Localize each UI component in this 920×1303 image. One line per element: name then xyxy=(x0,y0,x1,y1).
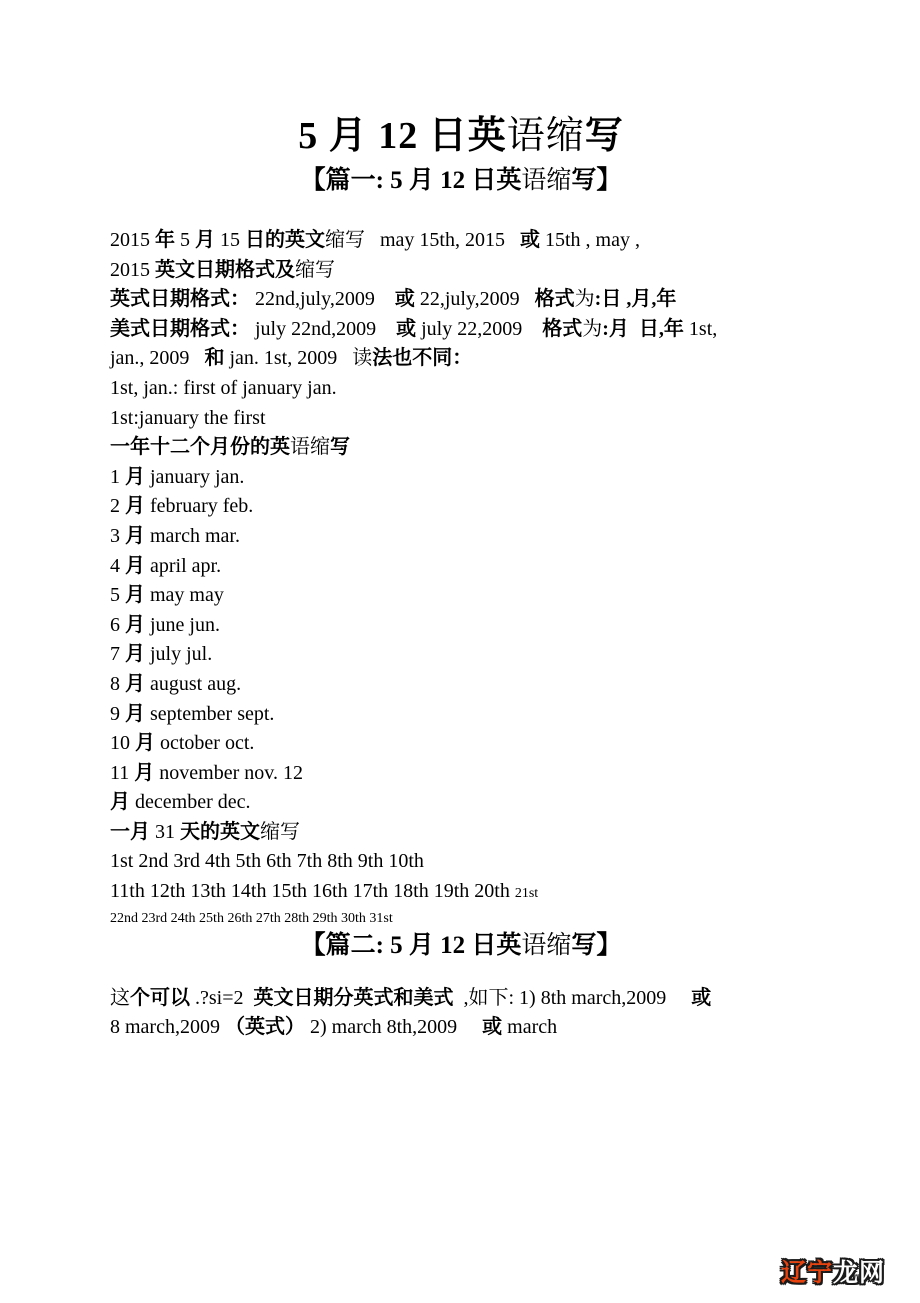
text-line xyxy=(110,256,812,286)
text-segment: 6 xyxy=(110,613,125,636)
text-segment: 月 xyxy=(125,702,145,725)
text-segment: 4 xyxy=(110,554,125,577)
text-segment: 法也不同： xyxy=(372,347,473,370)
text-segment: 月 xyxy=(110,791,130,814)
text-segment: 9 xyxy=(110,702,125,725)
text-segment: jan., 2009 xyxy=(110,347,205,370)
watermark xyxy=(781,1260,885,1286)
text-segment: 【篇一: 5 月 12 日英 xyxy=(300,167,522,194)
text-segment: february feb. xyxy=(145,495,254,518)
text-segment: 为 xyxy=(582,317,603,340)
text-segment: 或 xyxy=(520,229,540,251)
text-segment: july 22nd,2009 xyxy=(255,317,397,340)
text-segment: 3 xyxy=(110,524,125,547)
text-segment: 或 xyxy=(394,288,415,311)
text-segment: 2015 xyxy=(110,229,155,251)
text-segment: 天的英文 xyxy=(180,820,260,843)
text-segment: 月 xyxy=(134,761,155,784)
text-segment: 月 xyxy=(135,732,155,755)
day-ordinals-line xyxy=(110,909,812,929)
text-segment: 2 xyxy=(110,495,125,518)
month-list-item xyxy=(110,463,812,493)
watermark-white-text: 龙网 xyxy=(832,1259,885,1287)
text-segment: 美式日期格式： xyxy=(110,317,255,340)
text-segment: 或 xyxy=(396,317,417,340)
text-segment: 5 月 12 日英 xyxy=(298,115,507,157)
text-segment: :月 日,年 xyxy=(602,317,684,340)
text-segment: 8 march,2009 xyxy=(110,1016,225,1039)
text-segment: 月 xyxy=(125,584,145,607)
text-segment: 英式日期格式： xyxy=(110,288,255,311)
text-segment: october oct. xyxy=(155,732,255,755)
text-segment: 日的英文 xyxy=(245,229,325,251)
month-list-item xyxy=(110,788,812,818)
text-segment: june jun. xyxy=(145,613,220,636)
text-segment: 7 xyxy=(110,643,125,666)
text-line xyxy=(110,374,812,404)
text-segment: 年 xyxy=(155,229,175,251)
month-list-item xyxy=(110,729,812,759)
text-segment: 月 xyxy=(125,672,145,695)
text-segment: march mar. xyxy=(145,524,240,547)
text-segment: 一年十二个月份的英 xyxy=(110,436,290,459)
text-segment: 8 xyxy=(110,672,125,695)
text-segment: july jul. xyxy=(145,643,213,666)
text-segment: 22nd,july,2009 xyxy=(255,288,395,311)
text-segment: 1 xyxy=(110,465,125,488)
text-segment: :日 ,月,年 xyxy=(594,288,677,311)
text-segment: 1st 2nd 3rd 4th 5th 6th 7th 8th 9th 10th xyxy=(110,850,424,873)
text-segment: may 15th, 2015 xyxy=(365,229,520,251)
text-segment: 读 xyxy=(352,347,373,370)
month-list-item xyxy=(110,581,812,611)
text-segment: 语缩 xyxy=(521,167,572,194)
text-line xyxy=(110,315,812,345)
text-segment: 1st:january the first xyxy=(110,406,266,429)
text-segment: 和 xyxy=(204,347,225,370)
text-segment: 31 xyxy=(150,820,180,843)
days-heading-line xyxy=(110,818,812,848)
text-segment: 或 xyxy=(691,986,712,1009)
text-segment: jan. 1st, 2009 xyxy=(224,347,353,370)
page-title xyxy=(110,112,812,160)
text-segment: 格式 xyxy=(542,317,583,340)
text-segment: 2) march 8th,2009 xyxy=(304,1016,483,1039)
month-list-item xyxy=(110,522,812,552)
text-segment: 月 xyxy=(195,229,215,251)
text-segment: 这 xyxy=(110,986,130,1009)
text-segment: 月 xyxy=(125,524,145,547)
text-segment: 语缩 xyxy=(506,115,585,157)
text-line xyxy=(110,404,812,434)
text-segment: ,如下: 1) 8th march,2009 xyxy=(453,986,692,1009)
text-segment: august aug. xyxy=(145,672,242,695)
text-segment: march xyxy=(502,1016,558,1039)
month-list-item xyxy=(110,670,812,700)
text-segment: 月 xyxy=(125,613,145,636)
text-segment: 2015 xyxy=(110,258,155,281)
text-segment: april apr. xyxy=(145,554,222,577)
text-segment: .?si=2 xyxy=(190,986,254,1009)
text-segment: 为 xyxy=(574,288,595,311)
text-segment: 11 xyxy=(110,761,135,784)
text-segment: december dec. xyxy=(130,791,251,814)
text-segment: 语缩 xyxy=(290,436,330,459)
text-segment: 英文日期格式及 xyxy=(155,258,295,281)
month-list-item xyxy=(110,492,812,522)
text-segment: 月 xyxy=(125,554,145,577)
month-list-item xyxy=(110,611,812,641)
text-segment: july 22,2009 xyxy=(416,317,543,340)
text-segment: 5 xyxy=(110,584,125,607)
watermark-red-text: 辽宁 xyxy=(780,1259,833,1287)
day-ordinals-line xyxy=(110,877,812,909)
text-segment: 10 xyxy=(110,732,135,755)
text-segment: 22nd 23rd 24th 25th 26th 27th 28th 29th 30th 31st xyxy=(110,910,393,926)
text-segment: 格式 xyxy=(534,288,575,311)
text-segment: 1st, jan.: first of january jan. xyxy=(110,376,337,399)
day-ordinals-line xyxy=(110,847,812,877)
text-segment: 5 xyxy=(175,229,195,251)
text-line xyxy=(110,226,812,256)
text-segment: 缩写 xyxy=(325,229,365,251)
text-line xyxy=(110,344,812,374)
text-segment: 写】 xyxy=(571,931,622,959)
months-heading-line xyxy=(110,433,812,463)
text-segment: 或 xyxy=(482,1016,503,1039)
month-list-item xyxy=(110,700,812,730)
month-list-item xyxy=(110,759,812,789)
text-segment: 月 xyxy=(125,643,145,666)
text-segment: 英文日期分英式和美式 xyxy=(253,986,454,1009)
text-line xyxy=(110,1013,812,1043)
text-segment: 语缩 xyxy=(521,931,572,959)
text-segment: november nov. 12 xyxy=(154,761,303,784)
text-segment: 月 xyxy=(125,495,145,518)
text-segment: 22,july,2009 xyxy=(414,288,535,311)
section-2-heading xyxy=(110,929,812,962)
text-segment: 月 xyxy=(125,465,145,488)
text-segment: 个可以 xyxy=(130,986,190,1009)
text-segment: 15 xyxy=(215,229,245,251)
text-segment: 一月 xyxy=(110,820,150,843)
text-segment: 11th 12th 13th 14th 15th 16th 17th 18th 19th 20th xyxy=(110,880,515,903)
section-1-heading xyxy=(110,164,812,197)
text-segment: january jan. xyxy=(145,465,245,488)
text-line xyxy=(110,285,812,315)
text-segment: 缩写 xyxy=(295,258,335,281)
text-segment: 缩写 xyxy=(260,820,300,843)
text-segment: 15th , may , xyxy=(540,229,640,251)
text-segment: 写 xyxy=(330,436,350,459)
document-content xyxy=(110,112,812,1043)
month-list-item xyxy=(110,552,812,582)
month-list-item xyxy=(110,640,812,670)
text-segment: 写】 xyxy=(571,167,622,194)
text-segment: （英式） xyxy=(224,1016,305,1039)
text-segment: 【篇二: 5 月 12 日英 xyxy=(300,931,522,959)
text-line xyxy=(110,984,812,1014)
text-segment: 1st, xyxy=(683,317,718,340)
text-segment: september sept. xyxy=(145,702,275,725)
text-segment: 21st xyxy=(514,886,539,902)
text-segment: may may xyxy=(145,584,224,607)
text-segment: 写 xyxy=(584,115,624,157)
